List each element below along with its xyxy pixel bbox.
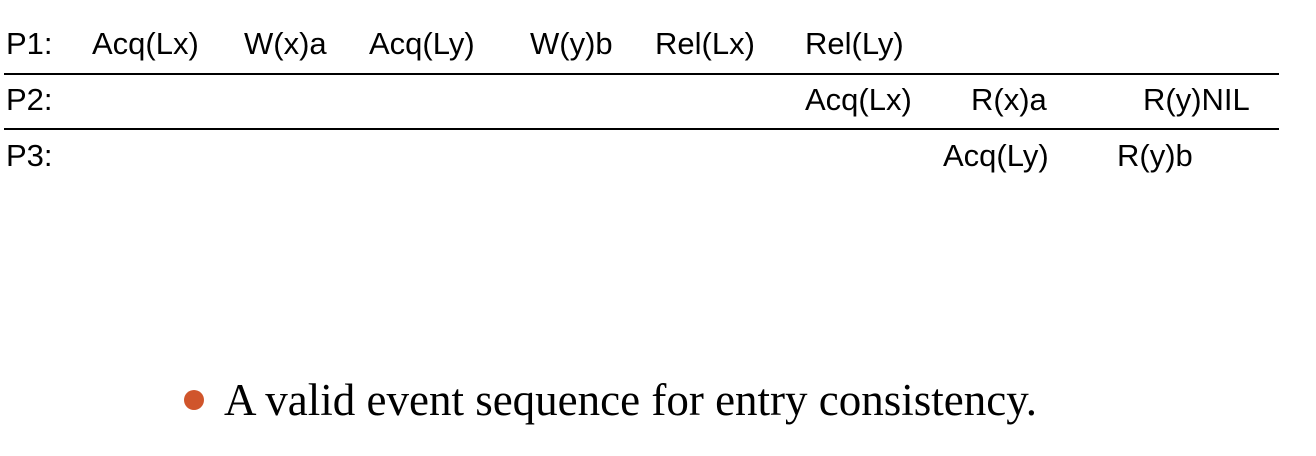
p1-op-release-ly: Rel(Ly) <box>805 26 904 61</box>
process-row-p3 <box>0 136 1300 180</box>
row-divider-1 <box>4 73 1279 75</box>
event-sequence-diagram <box>0 0 1316 210</box>
process-row-p2 <box>0 80 1300 124</box>
process-row-p1 <box>0 24 1300 68</box>
p3-op-read-y: R(y)b <box>1117 138 1193 173</box>
p2-op-read-x: R(x)a <box>971 82 1047 117</box>
process-label-p3: P3: <box>6 138 53 173</box>
p1-op-acquire-ly: Acq(Ly) <box>369 26 475 61</box>
p1-op-write-x: W(x)a <box>244 26 327 61</box>
process-label-p2: P2: <box>6 82 53 117</box>
p2-op-read-y-nil: R(y)NIL <box>1143 82 1250 117</box>
process-label-p1: P1: <box>6 26 53 61</box>
caption-bullet-icon <box>184 390 204 410</box>
p1-op-write-y: W(y)b <box>530 26 613 61</box>
diagram-caption: A valid event sequence for entry consistency. <box>224 375 1038 425</box>
row-divider-2 <box>4 128 1279 130</box>
p3-op-acquire-ly: Acq(Ly) <box>943 138 1049 173</box>
p1-op-release-lx: Rel(Lx) <box>655 26 755 61</box>
p1-op-acquire-lx: Acq(Lx) <box>92 26 199 61</box>
p2-op-acquire-lx: Acq(Lx) <box>805 82 912 117</box>
